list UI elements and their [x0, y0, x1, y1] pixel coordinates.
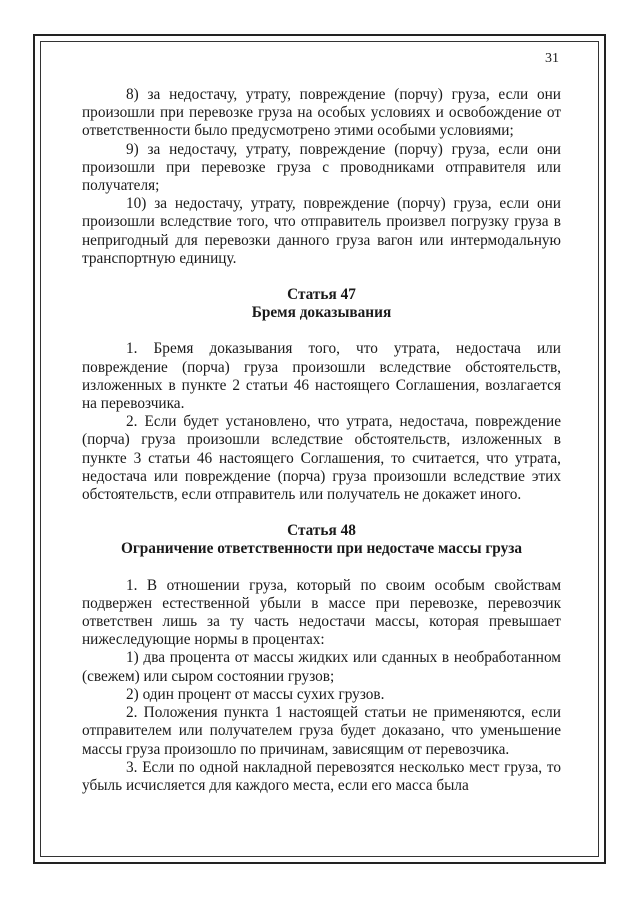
- paragraph-item-10: 10) за недостачу, утрату, повреждение (порчу) груза, если они произошли вследствие того, что отправитель произвел погрузку груза в непригодный для перевозки данного груза вагон или интермодальную транспортную единицу.: [82, 195, 561, 267]
- article-47-paragraph-1: 1. Бремя доказывания того, что утрата, недостача или повреждение (порча) груза произошли вследствие обстоятельств, изложенных в пункте 2 статьи 46 настоящего Соглашения, возлагается на перевозчика.: [82, 340, 561, 413]
- article-48-paragraph-3: 3. Если по одной накладной перевозятся несколько мест груза, то убыль исчисляется для каждого места, если его масса была: [82, 758, 561, 794]
- article-47-number: Статья 47: [287, 286, 356, 304]
- document-page: [82, 50, 561, 795]
- article-48-number: Статья 48: [287, 522, 356, 540]
- article-48-paragraph-2: 2. Положения пункта 1 настоящей статьи не применяются, если отправителем или получателем груза будет доказано, что уменьшение массы груза произошло по причинам, зависящим от перевозчика.: [82, 704, 561, 758]
- article-48-subitem-1: 1) два процента от массы жидких или сданных в необработанном (свежем) или сыром состоянии грузов;: [82, 649, 561, 685]
- article-47-title: Бремя доказывания: [251, 304, 392, 322]
- article-48-paragraph-1: 1. В отношении груза, который по своим особым свойствам подвержен естественной убыли в массе при перевозке, перевозчик ответствен лишь за ту часть недостачи массы, которая превышает нижеследующие нормы в процентах:: [82, 576, 561, 649]
- paragraph-item-9: 9) за недостачу, утрату, повреждение (порчу) груза, если они произошли при перевозке груза с проводниками отправителя или получателя;: [82, 140, 561, 195]
- paragraph-item-8: 8) за недостачу, утрату, повреждение (порчу) груза, если они произошли при перевозке груза на особых условиях и освобождение от ответственности было предусмотрено этими особыми условиями;: [82, 86, 561, 140]
- article-48-title: Ограничение ответственности при недостаче массы груза: [120, 540, 523, 558]
- page-number: 31: [545, 51, 559, 66]
- article-48-subitem-2: 2) один процент от массы сухих грузов.: [126, 685, 385, 703]
- article-47-paragraph-2: 2. Если будет установлено, что утрата, недостача, повреждение (порча) груза произошли вследствие обстоятельств, изложенных в пункте 3 статьи 46 настоящего Соглашения, то считается, что утрата, недостача или повреждение (порча) груза произошли вследствие этих обстоятельств, если отправитель или получатель не докажет иного.: [82, 413, 561, 504]
